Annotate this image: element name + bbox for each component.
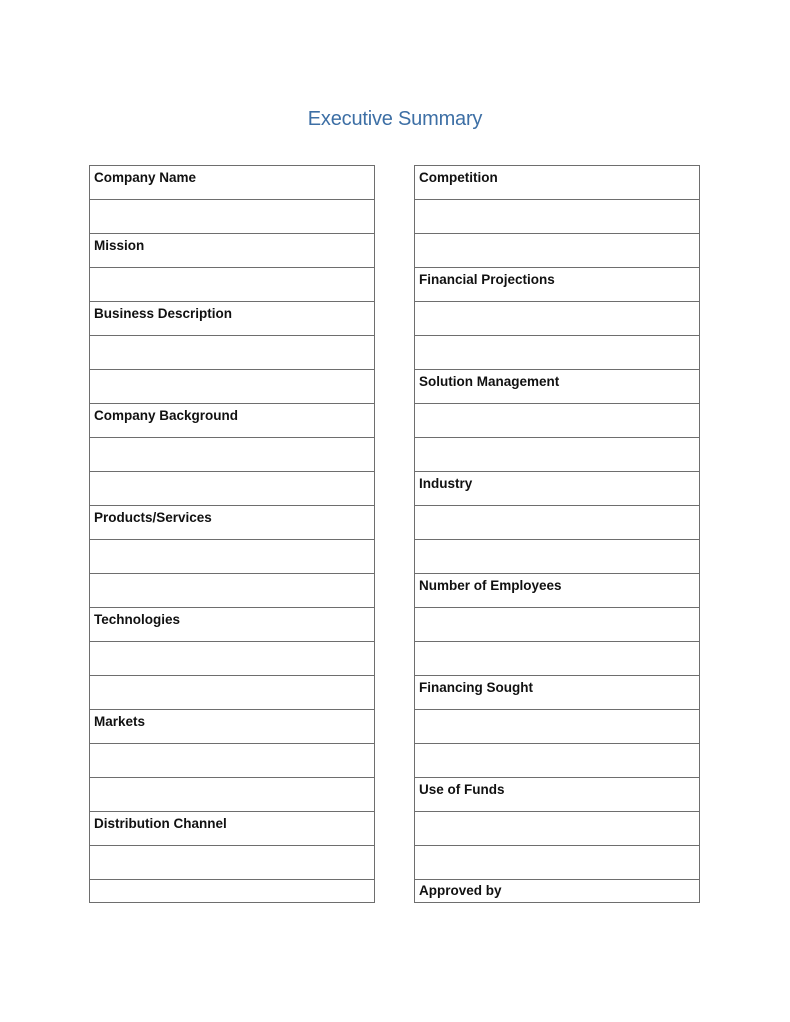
- entry-field[interactable]: [415, 506, 699, 539]
- entry-field[interactable]: [90, 370, 374, 403]
- entry-field[interactable]: [90, 744, 374, 777]
- label-row-financial-projections: [415, 268, 699, 302]
- blank-entry-row[interactable]: [415, 642, 699, 676]
- blank-entry-row[interactable]: [90, 268, 374, 302]
- entry-field[interactable]: [90, 574, 374, 607]
- entry-field[interactable]: [90, 880, 374, 902]
- entry-field[interactable]: [415, 200, 699, 233]
- entry-field[interactable]: [90, 438, 374, 471]
- blank-entry-row[interactable]: [90, 438, 374, 472]
- field-label: Mission: [94, 238, 145, 253]
- field-label: Financing Sought: [419, 680, 533, 695]
- left-form-table: [89, 165, 375, 903]
- label-row-use-of-funds: [415, 778, 699, 812]
- label-row-technologies: [90, 608, 374, 642]
- entry-field[interactable]: [415, 744, 699, 777]
- blank-entry-row[interactable]: [90, 574, 374, 608]
- entry-field[interactable]: [415, 234, 699, 267]
- field-label: Industry: [419, 476, 473, 491]
- field-label: Competition: [419, 170, 498, 185]
- page-title: Executive Summary: [307, 108, 483, 130]
- blank-entry-row[interactable]: [415, 234, 699, 268]
- entry-field[interactable]: [415, 302, 699, 335]
- entry-field[interactable]: [415, 608, 699, 641]
- label-row-financing-sought: [415, 676, 699, 710]
- entry-field[interactable]: [90, 778, 374, 811]
- blank-entry-row[interactable]: [90, 846, 374, 880]
- blank-entry-row[interactable]: [415, 608, 699, 642]
- entry-field[interactable]: [90, 642, 374, 675]
- blank-entry-row[interactable]: [90, 880, 374, 902]
- entry-field[interactable]: [415, 336, 699, 369]
- field-label: Approved by: [419, 883, 502, 898]
- blank-entry-row[interactable]: [415, 302, 699, 336]
- blank-entry-row[interactable]: [90, 336, 374, 370]
- field-label: Use of Funds: [419, 782, 505, 797]
- entry-field[interactable]: [90, 676, 374, 709]
- entry-field[interactable]: [415, 642, 699, 675]
- field-label: Solution Management: [419, 374, 560, 389]
- entry-field[interactable]: [415, 846, 699, 879]
- entry-field[interactable]: [90, 336, 374, 369]
- label-row-markets: [90, 710, 374, 744]
- label-row-competition: [415, 166, 699, 200]
- blank-entry-row[interactable]: [90, 676, 374, 710]
- field-label: Markets: [94, 714, 146, 729]
- entry-field[interactable]: [415, 404, 699, 437]
- blank-entry-row[interactable]: [415, 506, 699, 540]
- label-row-business-description: [90, 302, 374, 336]
- label-row-distribution-channel: [90, 812, 374, 846]
- blank-entry-row[interactable]: [415, 200, 699, 234]
- label-row-company-name: [90, 166, 374, 200]
- field-label: Technologies: [94, 612, 181, 627]
- blank-entry-row[interactable]: [90, 370, 374, 404]
- blank-entry-row[interactable]: [90, 472, 374, 506]
- blank-entry-row[interactable]: [90, 540, 374, 574]
- blank-entry-row[interactable]: [415, 540, 699, 574]
- entry-field[interactable]: [90, 540, 374, 573]
- label-row-number-of-employees: [415, 574, 699, 608]
- blank-entry-row[interactable]: [415, 404, 699, 438]
- blank-entry-row[interactable]: [90, 744, 374, 778]
- field-label: Products/Services: [94, 510, 212, 525]
- field-label: Business Description: [94, 306, 233, 321]
- label-row-approved-by: [415, 880, 699, 902]
- entry-field[interactable]: [90, 268, 374, 301]
- entry-field[interactable]: [415, 710, 699, 743]
- blank-entry-row[interactable]: [90, 778, 374, 812]
- field-label: Financial Projections: [419, 272, 555, 287]
- entry-field[interactable]: [415, 438, 699, 471]
- entry-field[interactable]: [90, 846, 374, 879]
- blank-entry-row[interactable]: [415, 744, 699, 778]
- blank-entry-row[interactable]: [90, 200, 374, 234]
- field-label: Company Name: [94, 170, 197, 185]
- blank-entry-row[interactable]: [90, 642, 374, 676]
- field-label: Number of Employees: [419, 578, 562, 593]
- field-label: Distribution Channel: [94, 816, 227, 831]
- label-row-products-services: [90, 506, 374, 540]
- blank-entry-row[interactable]: [415, 438, 699, 472]
- blank-entry-row[interactable]: [415, 846, 699, 880]
- blank-entry-row[interactable]: [415, 710, 699, 744]
- field-label: Company Background: [94, 408, 239, 423]
- entry-field[interactable]: [90, 200, 374, 233]
- label-row-company-background: [90, 404, 374, 438]
- label-row-solution-management: [415, 370, 699, 404]
- blank-entry-row[interactable]: [415, 812, 699, 846]
- blank-entry-row[interactable]: [415, 336, 699, 370]
- entry-field[interactable]: [415, 812, 699, 845]
- entry-field[interactable]: [90, 472, 374, 505]
- label-row-mission: [90, 234, 374, 268]
- entry-field[interactable]: [415, 540, 699, 573]
- label-row-industry: [415, 472, 699, 506]
- right-form-table: [414, 165, 700, 903]
